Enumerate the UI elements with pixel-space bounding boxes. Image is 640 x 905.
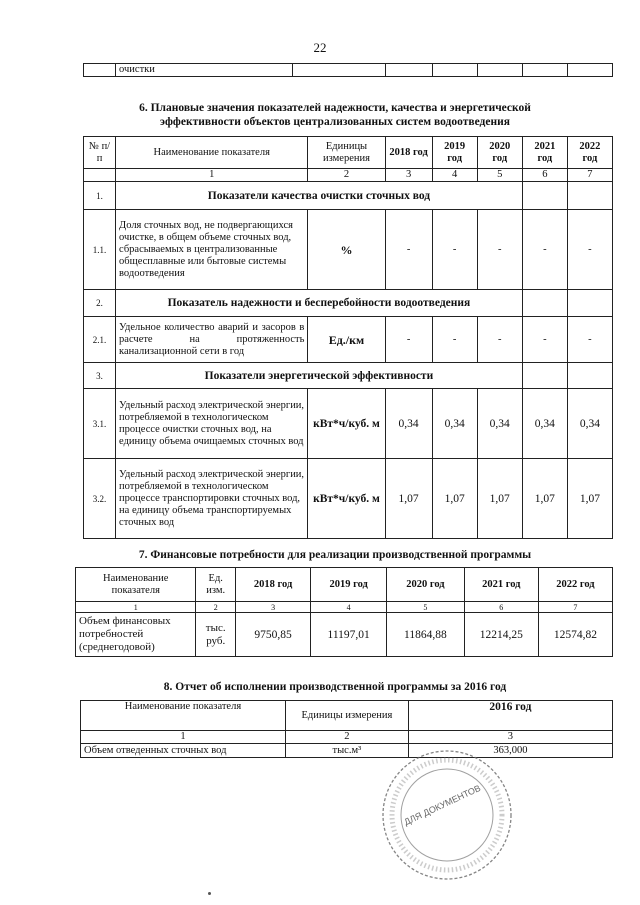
col-name: Наименование показателя bbox=[81, 701, 286, 731]
col-2022: 2022 год bbox=[538, 568, 612, 602]
row-num: 2.1. bbox=[84, 317, 116, 363]
index-cell: 1 bbox=[76, 602, 196, 613]
row-unit: кВт*ч/куб. м bbox=[308, 389, 385, 459]
row-value: 0,34 bbox=[432, 389, 477, 459]
row-value: - bbox=[432, 317, 477, 363]
row-value: 1,07 bbox=[477, 459, 522, 539]
row-value: 1,07 bbox=[567, 459, 612, 539]
index-cell: 7 bbox=[567, 169, 612, 182]
col-2020: 2020 год bbox=[477, 137, 522, 169]
continuation-table bbox=[83, 63, 613, 77]
col-unit: Ед. изм. bbox=[196, 568, 235, 602]
index-cell: 5 bbox=[387, 602, 465, 613]
row-name: Удельный расход электрической энергии, потребляемой в технологическом процессе очистки сточных вод, на единицу объема очищаемых сточных вод bbox=[116, 389, 308, 459]
continuation-cell: очистки bbox=[116, 64, 293, 77]
row-unit: Ед./км bbox=[308, 317, 385, 363]
report-table bbox=[80, 700, 613, 758]
index-cell: 2 bbox=[196, 602, 235, 613]
page-number: 22 bbox=[313, 40, 327, 55]
finance-table bbox=[75, 567, 613, 657]
row-unit: тыс. руб. bbox=[196, 613, 235, 657]
row-num: 3.1. bbox=[84, 389, 116, 459]
index-cell: 3 bbox=[385, 169, 432, 182]
row-name: Объем отведенных сточных вод bbox=[81, 744, 286, 758]
col-name: Наименование показателя bbox=[76, 568, 196, 602]
col-2019: 2019 год bbox=[311, 568, 387, 602]
row-value: 12214,25 bbox=[464, 613, 538, 657]
index-row bbox=[81, 731, 613, 744]
row-value: 9750,85 bbox=[235, 613, 310, 657]
index-cell: 2 bbox=[285, 731, 408, 744]
row-unit: % bbox=[308, 210, 385, 290]
row-value: 0,34 bbox=[567, 389, 612, 459]
row-value: 11864,88 bbox=[387, 613, 465, 657]
row-num: 1.1. bbox=[84, 210, 116, 290]
table-row bbox=[84, 210, 613, 290]
table-row bbox=[84, 317, 613, 363]
col-unit: Единицы измерения bbox=[285, 701, 408, 731]
group-row bbox=[84, 363, 613, 389]
section6-title-line1: 6. Плановые значения показателей надежности, качества и энергетической bbox=[139, 102, 531, 114]
row-value: - bbox=[522, 317, 567, 363]
index-cell: 7 bbox=[538, 602, 612, 613]
group-title: Показатель надежности и бесперебойности водоотведения bbox=[116, 290, 523, 317]
row-unit: кВт*ч/куб. м bbox=[308, 459, 385, 539]
table-row bbox=[76, 613, 613, 657]
col-2018: 2018 год bbox=[235, 568, 310, 602]
col-2016: 2016 год bbox=[408, 701, 612, 731]
col-2021: 2021 год bbox=[464, 568, 538, 602]
index-cell: 6 bbox=[522, 169, 567, 182]
col-2022: 2022 год bbox=[567, 137, 612, 169]
index-cell: 6 bbox=[464, 602, 538, 613]
table-row bbox=[81, 744, 613, 758]
row-name: Объем финансовых потребностей (среднегодовой) bbox=[76, 613, 196, 657]
row-value: 1,07 bbox=[522, 459, 567, 539]
table-row bbox=[84, 459, 613, 539]
group-title: Показатели энергетической эффективности bbox=[116, 363, 523, 389]
table-row bbox=[84, 389, 613, 459]
row-value: - bbox=[477, 210, 522, 290]
index-cell: 3 bbox=[235, 602, 310, 613]
row-value: 12574,82 bbox=[538, 613, 612, 657]
group-num: 1. bbox=[84, 182, 116, 210]
index-row bbox=[84, 169, 613, 182]
col-2020: 2020 год bbox=[387, 568, 465, 602]
row-value: - bbox=[432, 210, 477, 290]
section6-title-line2: эффективности объектов централизованных систем водоотведения bbox=[160, 116, 510, 128]
row-value: - bbox=[385, 210, 432, 290]
indicators-table bbox=[83, 136, 613, 539]
row-unit: тыс.м³ bbox=[285, 744, 408, 758]
row-name: Доля сточных вод, не подвергающихся очистке, в общем объеме сточных вод, сбрасываемых в централизованные общесплавные или бытовые системы водоотведения bbox=[116, 210, 308, 290]
group-num: 3. bbox=[84, 363, 116, 389]
row-value: - bbox=[567, 210, 612, 290]
row-value: 1,07 bbox=[432, 459, 477, 539]
section8-title: 8. Отчет об исполнении производственной программы за 2016 год bbox=[163, 681, 507, 693]
group-num: 2. bbox=[84, 290, 116, 317]
index-cell: 1 bbox=[81, 731, 286, 744]
row-value: 363,000 bbox=[408, 744, 612, 758]
row-value: - bbox=[477, 317, 522, 363]
row-num: 3.2. bbox=[84, 459, 116, 539]
row-value: - bbox=[385, 317, 432, 363]
row-value: 11197,01 bbox=[311, 613, 387, 657]
row-value: - bbox=[567, 317, 612, 363]
index-cell: 2 bbox=[308, 169, 385, 182]
col-name: Наименование показателя bbox=[116, 137, 308, 169]
row-value: 0,34 bbox=[385, 389, 432, 459]
section6-title bbox=[60, 101, 610, 129]
stamp-text: ДЛЯ ДОКУМЕНТОВ bbox=[402, 782, 483, 828]
index-cell: 4 bbox=[311, 602, 387, 613]
col-2018: 2018 год bbox=[385, 137, 432, 169]
group-row bbox=[84, 290, 613, 317]
section7-title: 7. Финансовые потребности для реализации производственной программы bbox=[138, 549, 532, 561]
page-dot bbox=[208, 892, 211, 895]
col-2021: 2021 год bbox=[522, 137, 567, 169]
group-row bbox=[84, 182, 613, 210]
row-value: 0,34 bbox=[477, 389, 522, 459]
index-row bbox=[76, 602, 613, 613]
group-title: Показатели качества очистки сточных вод bbox=[116, 182, 523, 210]
row-value: - bbox=[522, 210, 567, 290]
index-cell: 1 bbox=[116, 169, 308, 182]
index-cell: 5 bbox=[477, 169, 522, 182]
index-cell: 4 bbox=[432, 169, 477, 182]
row-value: 1,07 bbox=[385, 459, 432, 539]
row-name: Удельный расход электрической энергии, потребляемой в технологическом процессе транспортировки сточных вод, на единицу объема транспортируемых сточных вод bbox=[116, 459, 308, 539]
seal-stamp bbox=[372, 745, 522, 885]
row-value: 0,34 bbox=[522, 389, 567, 459]
row-name: Удельное количество аварий и засоров в расчете на протяженность канализационной сети в год bbox=[116, 317, 308, 363]
col-num: № п/п bbox=[84, 137, 116, 169]
col-2019: 2019 год bbox=[432, 137, 477, 169]
index-cell: 3 bbox=[408, 731, 612, 744]
col-unit: Единицы измерения bbox=[308, 137, 385, 169]
